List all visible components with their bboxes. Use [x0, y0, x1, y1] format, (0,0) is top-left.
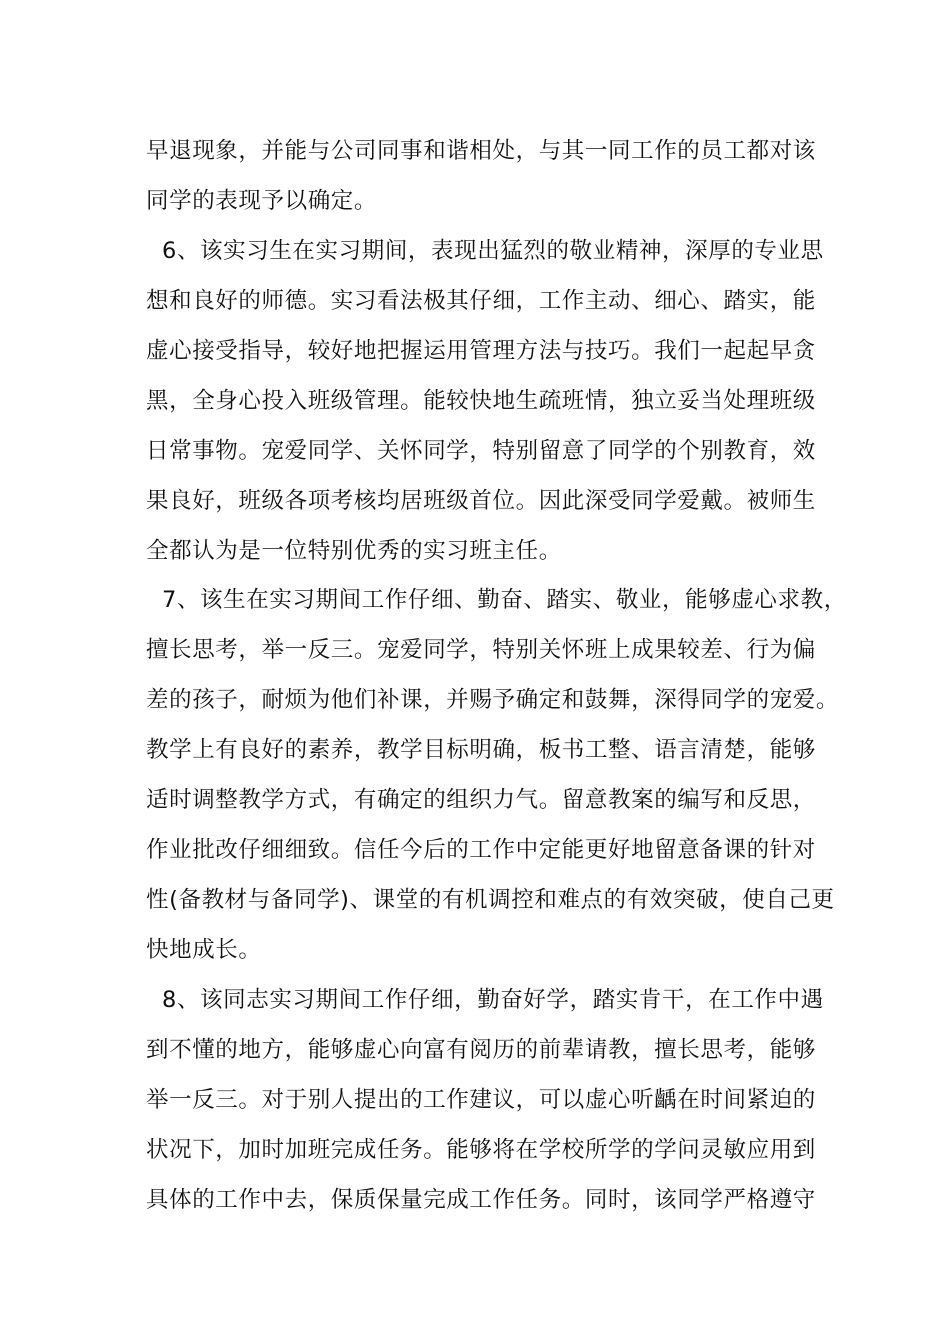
text-line: 状况下，加时加班完成任务。能够将在学校所学的学问灵敏应用到: [146, 1137, 816, 1163]
text-line: 作业批改仔细细致。信任今后的工作中定能更好地留意备课的针对: [146, 837, 816, 863]
text-line: 举一反三。对于别人提出的工作建议，可以虚心听齲在时间紧迫的: [146, 1087, 816, 1113]
paragraph-start-line: 8、该同志实习期间工作仔细，勤奋好学，踏实肯干，在工作中遇: [162, 987, 824, 1013]
paragraph-start-line: 7、该生在实习期间工作仔细、勤奋、踏实、敬业，能够虚心求教，: [162, 587, 847, 613]
text-line: 到不懂的地方，能够虚心向富有阅历的前辈请教，擅长思考，能够: [146, 1037, 816, 1063]
text-line: 擅长思考，举一反三。宠爱同学，特别关怀班上成果较差、行为偏: [146, 637, 816, 663]
text-line: 快地成长。: [146, 937, 262, 963]
text-line: 果良好，班级各项考核均居班级首位。因此深受同学爱戴。被师生: [146, 488, 816, 514]
text-line: 日常事物。宠爱同学、关怀同学，特别留意了同学的个别教育，效: [146, 438, 816, 464]
text-line: 差的孩子，耐烦为他们补课，并赐予确定和鼓舞，深得同学的宠爱。: [146, 687, 840, 713]
text-line: 早退现象，并能与公司同事和谐相处，与其一同工作的员工都对该: [146, 138, 816, 164]
text-line: 教学上有良好的素养，教学目标明确，板书工整、语言清楚，能够: [146, 737, 816, 763]
text-line: 黑，全身心投入班级管理。能较快地生疏班情，独立妥当处理班级: [146, 388, 816, 414]
text-line: 同学的表现予以确定。: [146, 188, 378, 214]
text-line: 性(备教材与备同学)、课堂的有机调控和难点的有效突破，使自己更: [146, 887, 835, 913]
text-line: 想和良好的师德。实习看法极其仔细，工作主动、细心、踏实，能: [146, 288, 816, 314]
text-line: 全都认为是一位特别优秀的实习班主任。: [146, 538, 562, 564]
text-line: 具体的工作中去，保质保量完成工作任务。同时，该同学严格遵守: [146, 1187, 816, 1213]
text-line: 虚心接受指导，较好地把握运用管理方法与技巧。我们一起起早贪: [146, 338, 816, 364]
paragraph-start-line: 6、该实习生在实习期间，表现出猛烈的敬业精神，深厚的专业思: [162, 238, 824, 264]
text-line: 适时调整教学方式，有确定的组织力气。留意教案的编写和反思，: [146, 787, 816, 813]
